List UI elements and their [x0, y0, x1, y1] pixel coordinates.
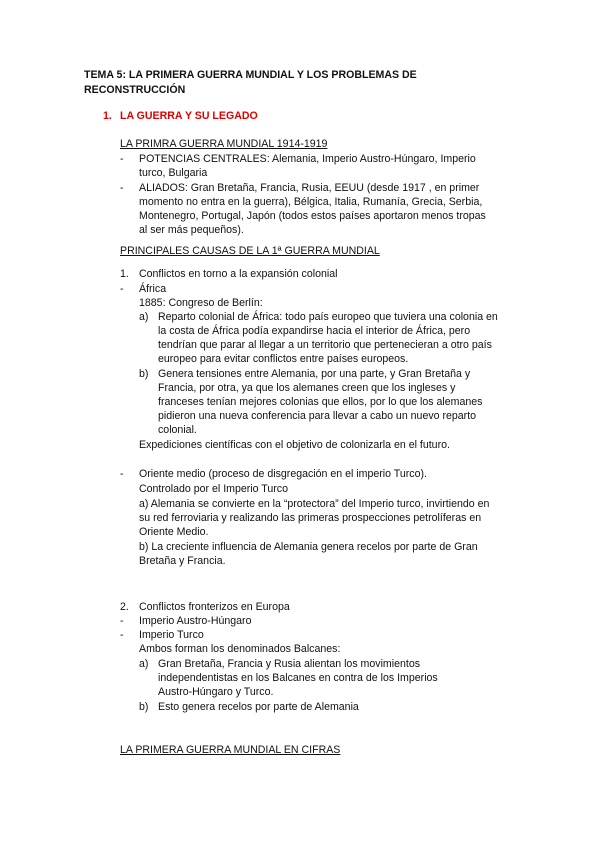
list-number: 1.: [120, 268, 129, 280]
expediciones: Expediciones científicas con el objetivo de colonizarla en el futuro.: [139, 439, 450, 451]
item-label-a: a): [139, 311, 149, 323]
reparto-line-1: Reparto colonial de África: todo país europeo que tuviera una colonia en: [158, 311, 498, 323]
heading-cifras: LA PRIMERA GUERRA MUNDIAL EN CIFRAS: [120, 744, 341, 756]
aliados-line-3: Montenegro, Portugal, Japón (todos estos países aportaron menos tropas: [139, 210, 486, 222]
heading-causas: PRINCIPALES CAUSAS DE LA 1ª GUERRA MUNDIAL: [120, 245, 380, 257]
aliados-line-2: momento no entra en la guerra), Bélgica, Italia, Rumanía, Grecia, Serbia,: [139, 196, 483, 208]
heading-primera-guerra: LA PRIMRA GUERRA MUNDIAL 1914-1919: [120, 138, 328, 150]
reparto-line-3: tendrían que parar al llegar a un territorio que pertenecieran a otro país: [158, 339, 492, 351]
causa-1-title: Conflictos en torno a la expansión colonial: [139, 268, 338, 280]
item-label-a: a): [139, 658, 149, 670]
congreso-berlin: 1885: Congreso de Berlín:: [139, 297, 263, 309]
movimientos-line-3: Austro-Húngaro y Turco.: [158, 686, 274, 698]
potencias-line-1: POTENCIAS CENTRALES: Alemania, Imperio Austro-Húngaro, Imperio: [139, 153, 476, 165]
reparto-line-4: europeo para evitar conflictos entre países europeos.: [158, 353, 409, 365]
influencia-line-2: Bretaña y Francia.: [139, 555, 226, 567]
influencia-line-1: b) La creciente influencia de Alemania genera recelos por parte de Gran: [139, 541, 478, 553]
list-number: 2.: [120, 601, 129, 613]
movimientos-line-2: independentistas en los Balcanes en contra de los Imperios: [158, 672, 438, 684]
potencias-line-2: turco, Bulgaria: [139, 167, 208, 179]
aliados-line-1: ALIADOS: Gran Bretaña, Francia, Rusia, EEUU (desde 1917 , en primer: [139, 182, 480, 194]
balcanes: Ambos forman los denominados Balcanes:: [139, 643, 341, 655]
protectora-line-1: a) Alemania se convierte en la “protectora” del Imperio turco, invirtiendo en: [139, 498, 490, 510]
bullet-dash: -: [120, 615, 124, 627]
tensiones-line-2: Francia, por otra, ya que los alemanes creen que los ingleses y: [158, 382, 456, 394]
tensiones-line-3: franceses tenían mejores colonias que ellos, por lo que los alemanes: [158, 396, 483, 408]
protectora-line-2: su red ferroviaria y realizando las primeras prospecciones petrolíferas en: [139, 512, 482, 524]
movimientos-line-1: Gran Bretaña, Francia y Rusia alientan los movimientos: [158, 658, 421, 670]
tensiones-line-5: colonial.: [158, 424, 197, 436]
item-label-b: b): [139, 368, 149, 380]
section-title: LA GUERRA Y SU LEGADO: [120, 110, 258, 122]
section-number: 1.: [103, 110, 112, 122]
imperio-austro-hungaro: Imperio Austro-Húngaro: [139, 615, 252, 627]
document-title-line-2: RECONSTRUCCIÓN: [84, 84, 186, 96]
bullet-dash: -: [120, 153, 124, 165]
document-title-line-1: TEMA 5: LA PRIMERA GUERRA MUNDIAL Y LOS PROBLEMAS DE: [84, 69, 417, 81]
imperio-turco: Imperio Turco: [139, 629, 204, 641]
tensiones-line-1: Genera tensiones entre Alemania, por una parte, y Gran Bretaña y: [158, 368, 471, 380]
reparto-line-2: la costa de África podía expandirse hacia el interior de África, pero: [158, 325, 471, 337]
africa-label: África: [139, 283, 167, 295]
causa-2-title: Conflictos fronterizos en Europa: [139, 601, 290, 613]
oriente-medio-line-2: Controlado por el Imperio Turco: [139, 483, 288, 495]
recelos-alemania: Esto genera recelos por parte de Alemania: [158, 701, 359, 713]
oriente-medio-line-1: Oriente medio (proceso de disgregación en el imperio Turco).: [139, 468, 427, 480]
bullet-dash: -: [120, 468, 124, 480]
bullet-dash: -: [120, 629, 124, 641]
protectora-line-3: Oriente Medio.: [139, 526, 209, 538]
aliados-line-4: al ser más pequeños).: [139, 224, 244, 236]
bullet-dash: -: [120, 283, 124, 295]
tensiones-line-4: pidieron una nueva conferencia para llevar a cabo un nuevo reparto: [158, 410, 477, 422]
item-label-b: b): [139, 701, 149, 713]
bullet-dash: -: [120, 182, 124, 194]
